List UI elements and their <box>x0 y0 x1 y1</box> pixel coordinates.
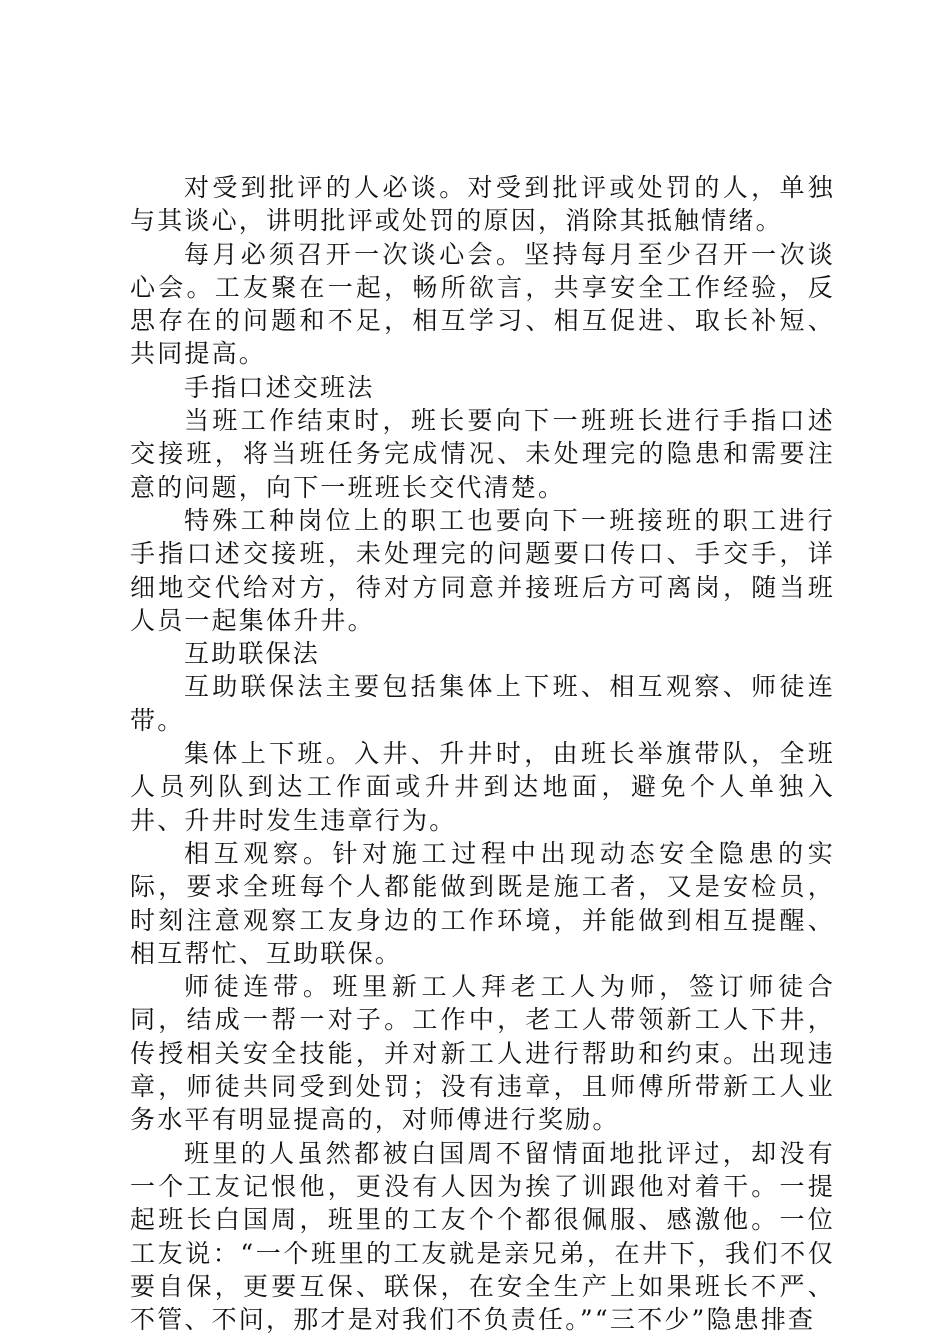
paragraph: 班里的人虽然都被白国周不留情面地批评过，却没有一个工友记恨他，更没有人因为挨了训跟他对着干。一提起班长白国周，班里的工友个个都很佩服、感激他。一位工友说：“一个班里的工友就是亲兄弟，在井下，我们不仅要自保，更要互保、联保，在安全生产上如果班长不严、不管、不问，那才是对我们不负责任。”“三不少”隐患排查 <box>130 1138 835 1335</box>
paragraph: 每月必须召开一次谈心会。坚持每月至少召开一次谈心会。工友聚在一起，畅所欲言，共享安全工作经验，反思存在的问题和不足，相互学习、相互促进、取长补短、共同提高。 <box>130 239 835 369</box>
document-body <box>130 171 835 1336</box>
paragraph: 互助联保法主要包括集体上下班、相互观察、师徒连带。 <box>130 672 835 735</box>
section-heading: 互助联保法 <box>184 639 321 669</box>
paragraph: 当班工作结束时，班长要向下一班班长进行手指口述交接班，将当班任务完成情况、未处理完的隐患和需要注意的问题，向下一班班长交代清楚。 <box>130 406 835 502</box>
paragraph: 特殊工种岗位上的职工也要向下一班接班的职工进行手指口述交接班，未处理完的问题要口传口、手交手，详细地交代给对方，待对方同意并接班后方可离岗，随当班人员一起集体升井。 <box>130 505 835 635</box>
paragraph: 对受到批评的人必谈。对受到批评或处罚的人，单独与其谈心，讲明批评或处罚的原因，消除其抵触情绪。 <box>130 173 835 236</box>
paragraph: 师徒连带。班里新工人拜老工人为师，签订师徒合同，结成一帮一对子。工作中，老工人带领新工人下井，传授相关安全技能，并对新工人进行帮助和约束。出现违章，师徒共同受到处罚；没有违章，且师傅所带新工人业务水平有明显提高的，对师傅进行奖励。 <box>130 972 835 1135</box>
section-heading: 手指口述交班法 <box>184 372 375 402</box>
paragraph: 相互观察。针对施工过程中出现动态安全隐患的实际，要求全班每个人都能做到既是施工者，又是安检员，时刻注意观察工友身边的工作环境，并能做到相互提醒、相互帮忙、互助联保。 <box>130 838 835 968</box>
paragraph: 集体上下班。入井、升井时，由班长举旗带队，全班人员列队到达工作面或升井到达地面，避免个人单独入井、升井时发生违章行为。 <box>130 739 835 835</box>
